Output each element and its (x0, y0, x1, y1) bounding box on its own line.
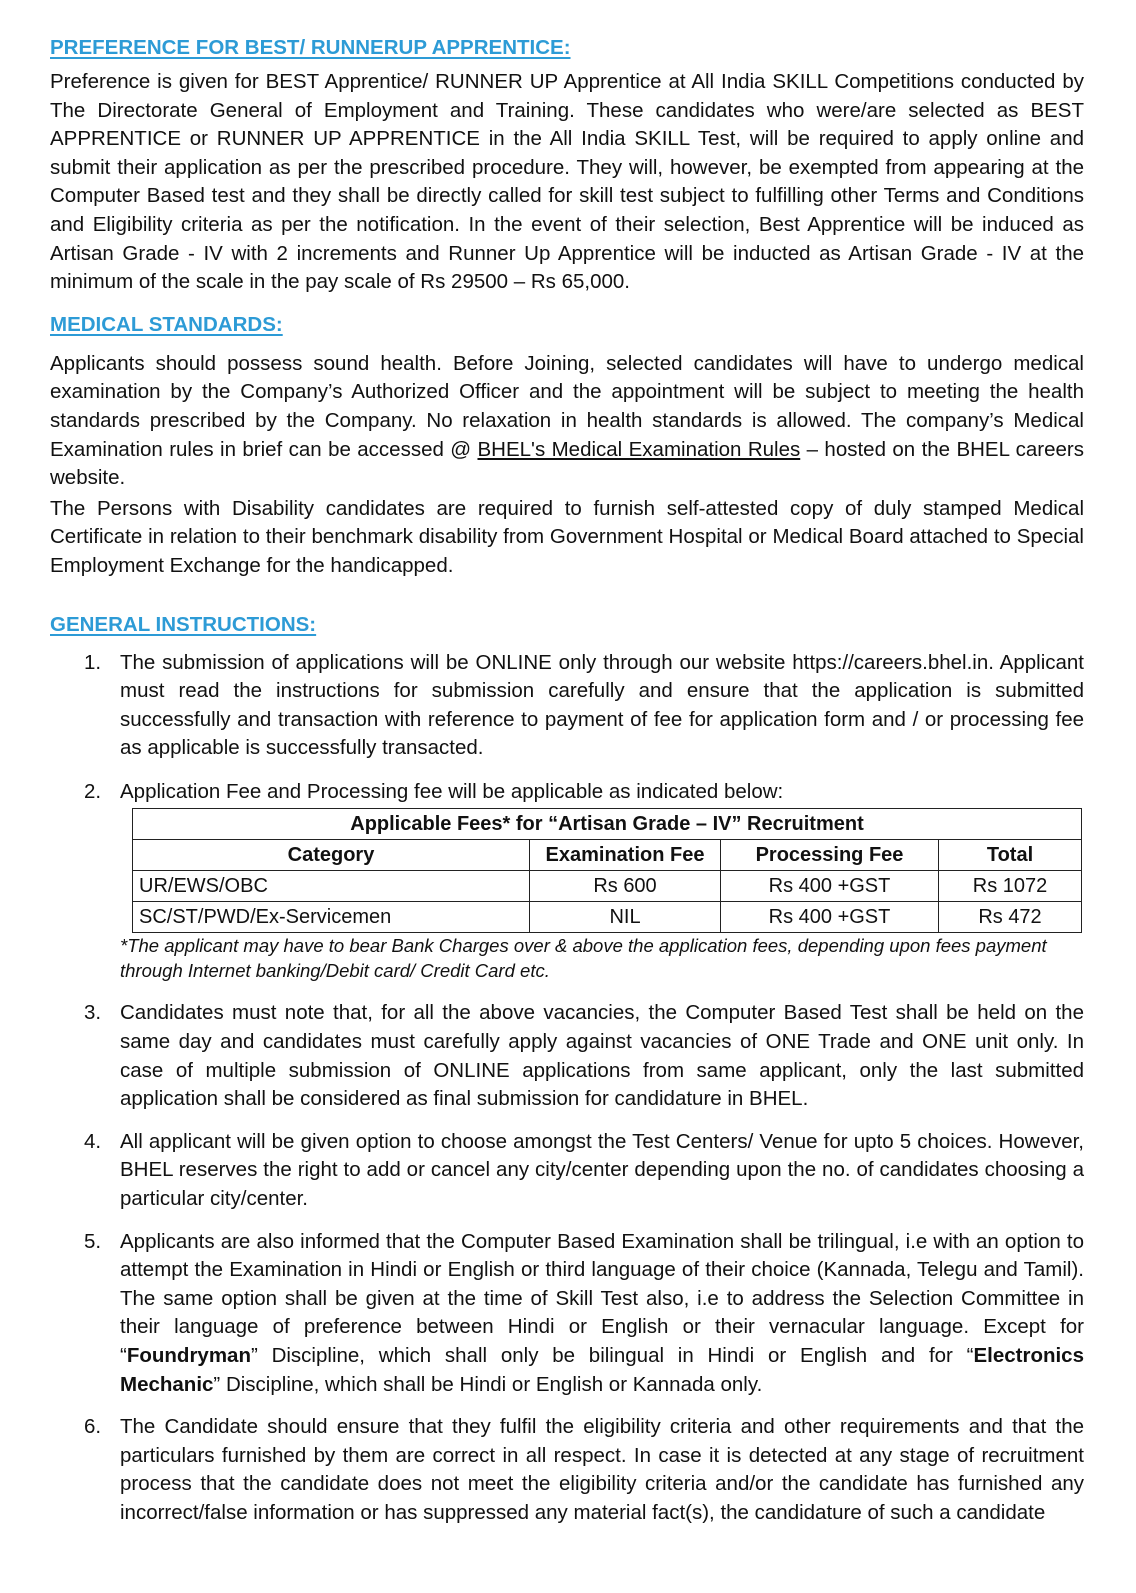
fees-table (132, 808, 1082, 933)
instruction-number: 5. (84, 1229, 102, 1253)
disability-paragraph: The Persons with Disability candidates are required to furnish self-attested copy of duly stamped Medical Certificate in relation to their benchmark disability from Government Hospital or Medical Board attached to Special Employment Exchange for the handicapped. (50, 496, 1084, 577)
medical-rules-link[interactable]: BHEL's Medical Examination Rules (477, 437, 801, 461)
instruction-text-part: ” Discipline, which shall be Hindi or English or Kannada only. (213, 1372, 763, 1396)
section-heading-preference: PREFERENCE FOR BEST/ RUNNERUP APPRENTICE: (50, 36, 571, 59)
cell-total: Rs 1072 (939, 871, 1082, 902)
cell-examination-fee: NIL (530, 902, 721, 933)
fees-table-header-row (133, 840, 1082, 871)
fees-table-title: Applicable Fees* for “Artisan Grade – IV” Recruitment (133, 809, 1082, 840)
instruction-text (120, 1228, 1084, 1400)
table-row (133, 871, 1082, 902)
medical-text-after: – hosted on the BHEL careers website. (50, 437, 1084, 490)
cell-total: Rs 472 (939, 902, 1082, 933)
section-heading-medical: MEDICAL STANDARDS: (50, 312, 283, 336)
header-category: Category (133, 840, 530, 871)
instruction-text: Application Fee and Processing fee will be applicable as indicated below: (120, 779, 784, 803)
instruction-text: Candidates must note that, for all the above vacancies, the Computer Based Test shall be held on the same day and candidates must carefully apply against vacancies of ONE Trade and ONE unit only. In case of multiple submission of ONLINE applications from same applicant, only the last submitted application shall be considered as final submission for candidature in BHEL. (120, 1001, 1084, 1111)
instruction-number: 6. (84, 1415, 102, 1439)
section-heading-general-instructions: GENERAL INSTRUCTIONS: (50, 612, 317, 636)
discipline-foundryman: Foundryman (126, 1344, 251, 1367)
instructions-list-continued (50, 999, 1084, 1527)
preference-paragraph: Preference is given for BEST Apprentice/ RUNNER UP Apprentice at All India SKILL Competitions conducted by The Directorate General of Employment and Training. These candidates who were/are selected as BEST APPRENTICE or RUNNER UP APPRENTICE in the All India SKILL Test, will be required to apply online and submit their application as per the prescribed procedure. They will, however, be exempted from appearing at the Computer Based test and they shall be directly called for skill test subject to fulfilling other Terms and Conditions and Eligibility criteria as per the notification. In the event of their selection, Best Apprentice will be induced as Artisan Grade - IV with 2 increments and Runner Up Apprentice will be inducted as Artisan Grade - IV at the minimum of the scale in the pay scale of Rs 29500 – Rs 65,000. (50, 70, 1084, 294)
instruction-item-1 (50, 649, 1084, 763)
cell-category: SC/ST/PWD/Ex-Servicemen (133, 902, 530, 933)
instruction-item-2 (50, 778, 1084, 807)
cell-processing-fee: Rs 400 +GST (721, 902, 939, 933)
medical-text-before: Applicants should possess sound health. Before Joining, selected candidates will have to undergo medical examination by the Company’s Authorized Officer and the appointment will be subject to meeting the health standards prescribed by the Company. No relaxation in health standards is allowed. The company’s Medical Examination rules in brief can be accessed @ (50, 351, 1084, 461)
instruction-item-3 (50, 999, 1084, 1113)
instruction-text: All applicant will be given option to choose amongst the Test Centers/ Venue for upto 5 choices. However, BHEL reserves the right to add or cancel any city/center depending upon the no. of candidates choosing a particular city/center. (120, 1129, 1084, 1211)
header-total: Total (939, 840, 1082, 871)
instructions-list (50, 649, 1084, 807)
instruction-text-part: ” Discipline, which shall only be bilingual in Hindi or English and for “ (250, 1344, 974, 1367)
instruction-item-6 (50, 1413, 1084, 1527)
instruction-number: 4. (84, 1129, 102, 1153)
instruction-item-4 (50, 1128, 1084, 1214)
discipline-electronics-mechanic: Electronics Mechanic (120, 1344, 1084, 1396)
table-row (133, 902, 1082, 933)
cell-examination-fee: Rs 600 (530, 871, 721, 902)
header-examination-fee: Examination Fee (530, 840, 721, 871)
instruction-number: 1. (84, 650, 102, 674)
cell-processing-fee: Rs 400 +GST (721, 871, 939, 902)
instruction-text: The submission of applications will be ONLINE only through our website https://careers.bhel.in. Applicant must read the instructions for submission carefully and ensure that the application is submitted successfully and transaction with reference to payment of fee for application form and / or processing fee as applicable is successfully transacted. (120, 650, 1084, 760)
instruction-number: 2. (84, 779, 102, 803)
cell-category: UR/EWS/OBC (133, 871, 530, 902)
instruction-item-5 (50, 1228, 1084, 1400)
medical-paragraph (50, 350, 1084, 493)
fees-footnote: *The applicant may have to bear Bank Charges over & above the application fees, depending upon fees payment through Internet banking/Debit card/ Credit Card etc. (120, 935, 1047, 982)
fees-table-title-row (133, 809, 1082, 840)
header-processing-fee: Processing Fee (721, 840, 939, 871)
instruction-text-part: Applicants are also informed that the Computer Based Examination shall be trilingual, i.e with an option to attempt the Examination in Hindi or English or third language of their choice (Kannada, Telegu and Tamil). The same option shall be given at the time of Skill Test also, i.e to address the Selection Committee in their language of preference between Hindi or English or their vernacular language. Except for “ (120, 1229, 1084, 1367)
instruction-number: 3. (84, 1001, 102, 1025)
instruction-text: The Candidate should ensure that they fulfil the eligibility criteria and other requirements and that the particulars furnished by them are correct in all respect. In case it is detected at any stage of recruitment process that the candidate does not meet the eligibility criteria and/or the candidate has furnished any incorrect/false information or has suppressed any material fact(s), the candidature of such a candidate (120, 1415, 1084, 1524)
